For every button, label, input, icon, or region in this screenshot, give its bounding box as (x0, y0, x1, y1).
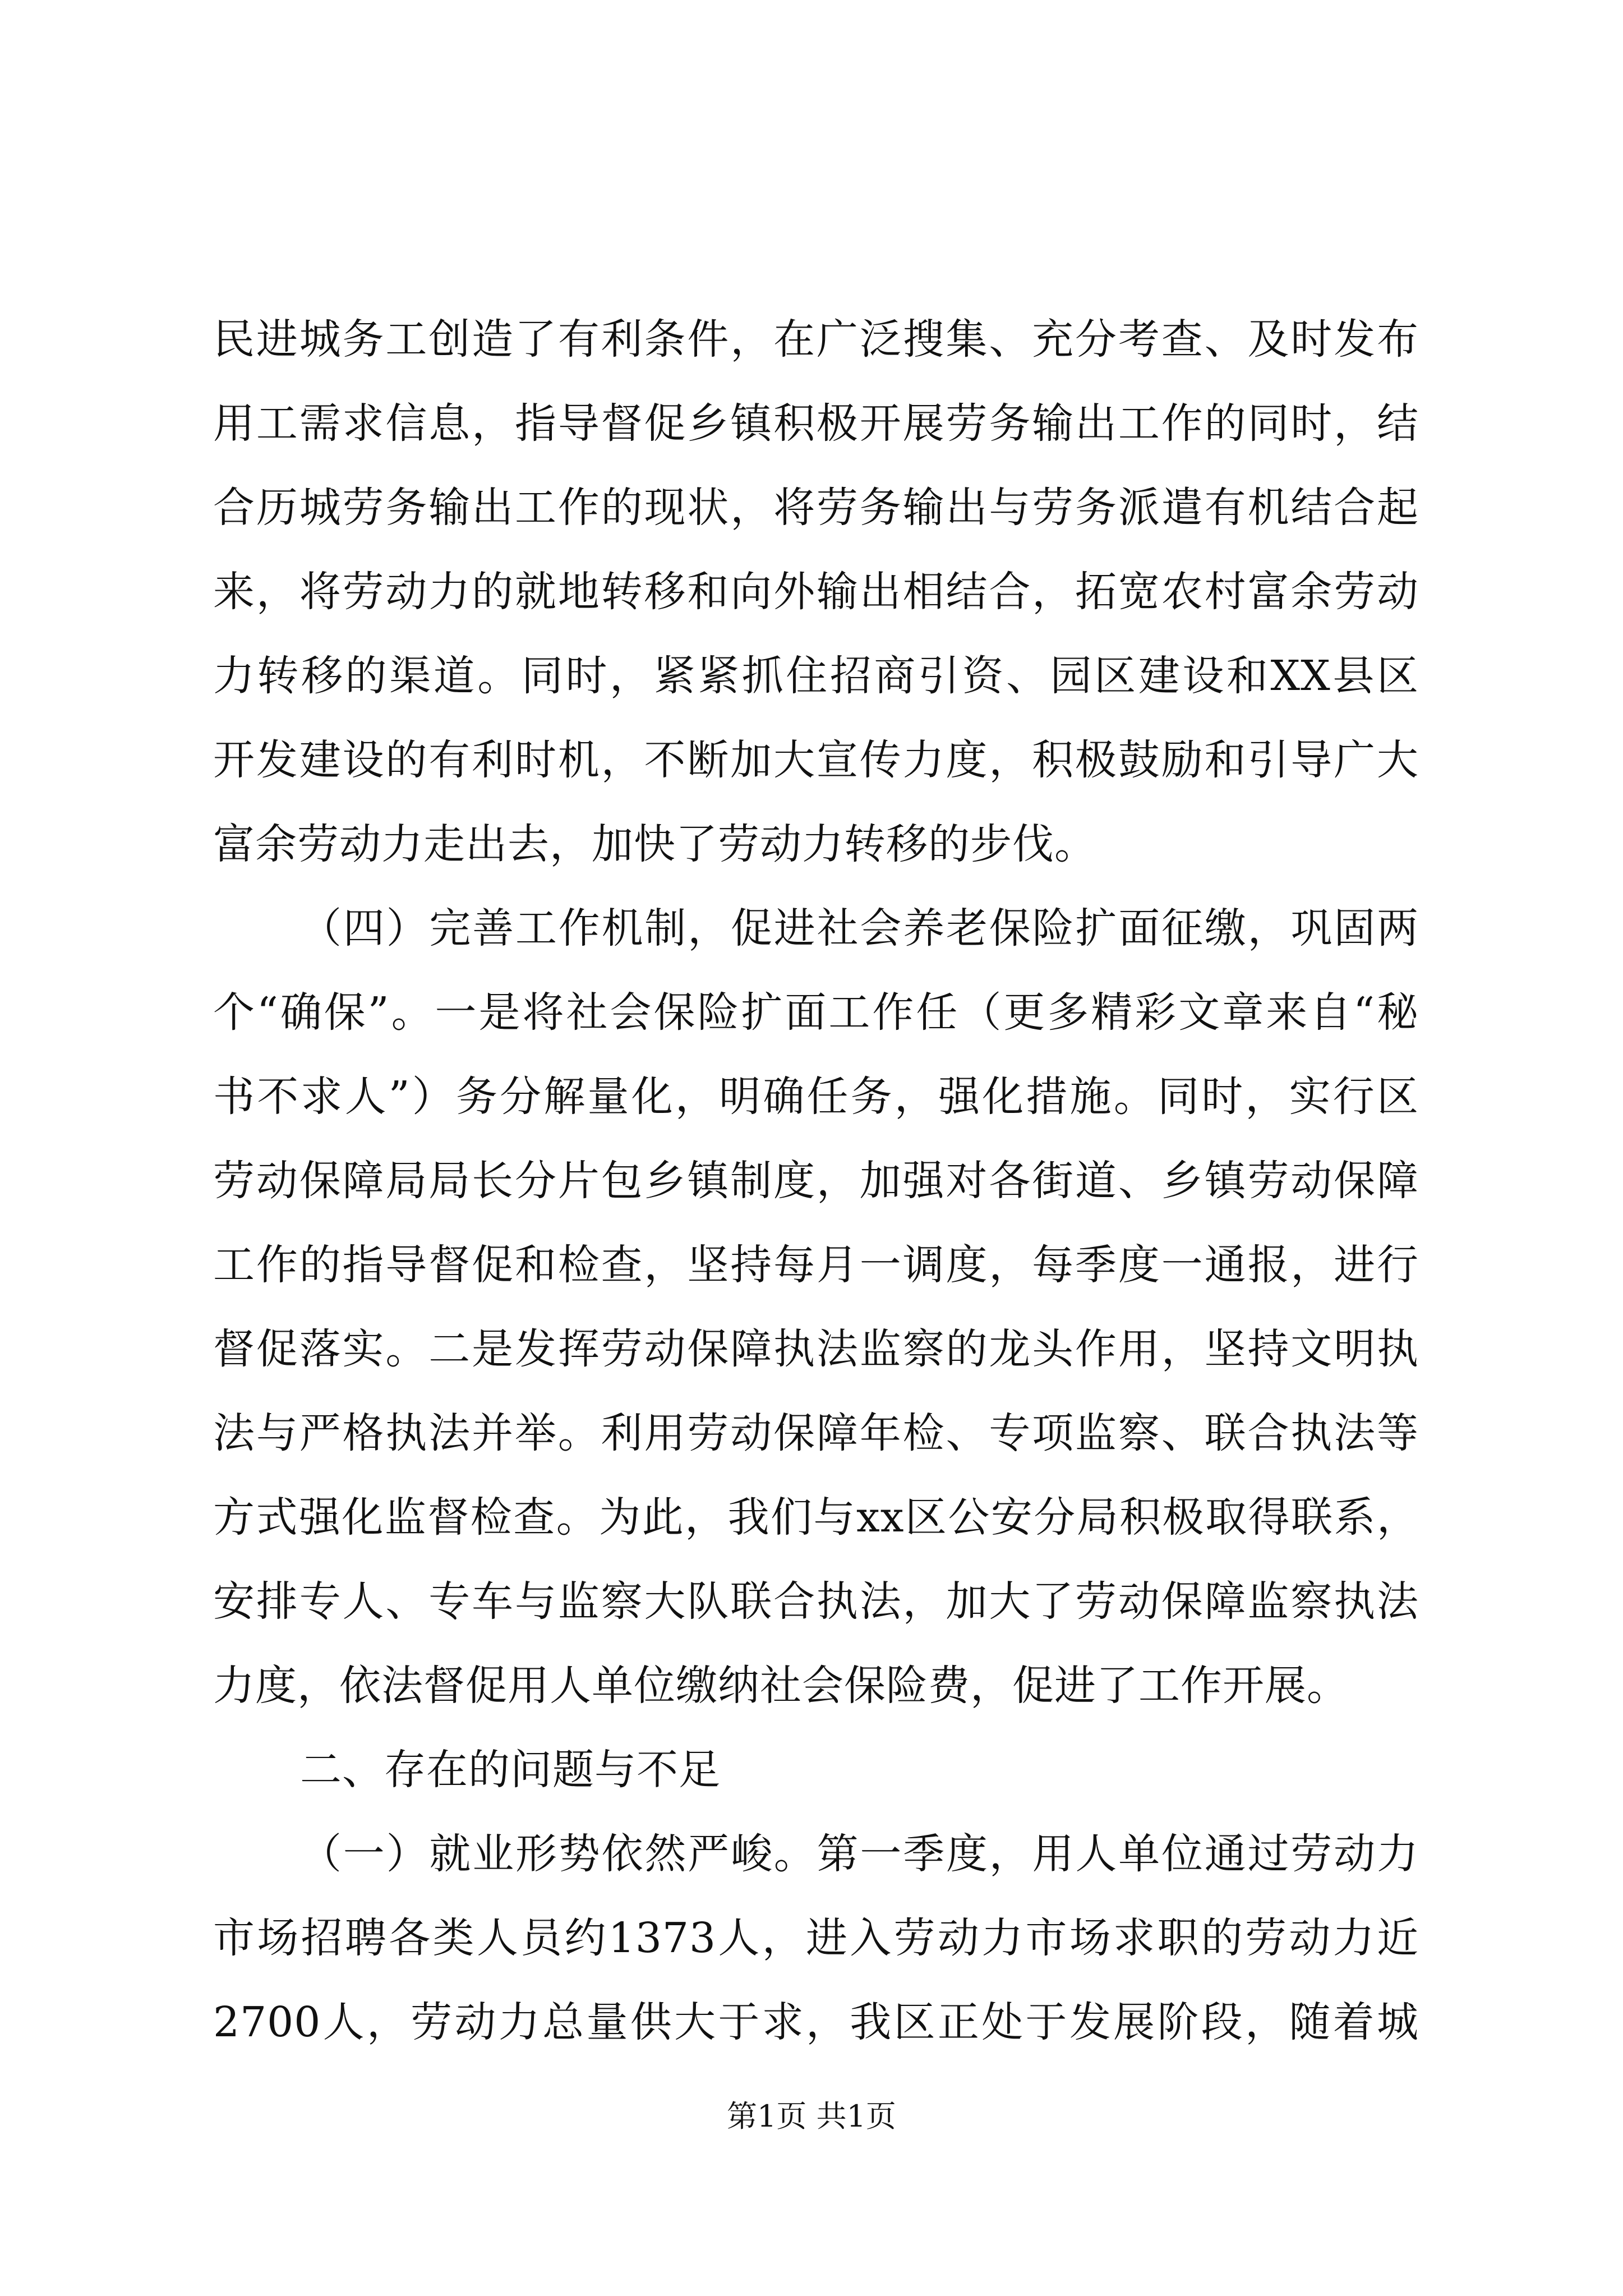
body-text-line: （四）完善工作机制，促进社会养老保险扩面征缴，巩固两 (300, 904, 1419, 953)
page-footer: 第1页 共1页 (727, 2099, 896, 2134)
body-text-line: 富余劳动力走出去，加快了劳动力转移的步伐。 (213, 820, 1096, 868)
body-text-line: 工作的指导督促和检查，坚持每月一调度，每季度一通报，进行 (213, 1241, 1419, 1289)
body-text-line: 合历城劳务输出工作的现状，将劳务输出与劳务派遣有机结合起 (213, 484, 1419, 532)
body-text-line: 来，将劳动力的就地转移和向外输出相结合，拓宽农村富余劳动 (213, 568, 1419, 616)
body-text-line: 2700人，劳动力总量供大于求，我区正处于发展阶段，随着城 (213, 1998, 1419, 2046)
body-text-line: 方式强化监督检查。为此，我们与xx区公安分局积极取得联系， (213, 1493, 1419, 1542)
body-text-line: 用工需求信息，指导督促乡镇积极开展劳务输出工作的同时，结 (213, 399, 1419, 448)
body-text-line: 督促落实。二是发挥劳动保障执法监察的龙头作用，坚持文明执 (213, 1325, 1419, 1373)
body-text-line: （一）就业形势依然严峻。第一季度，用人单位通过劳动力 (300, 1830, 1419, 1878)
body-text-line: 安排专人、专车与监察大队联合执法，加大了劳动保障监察执法 (213, 1577, 1419, 1626)
body-text-line: 劳动保障局局长分片包乡镇制度，加强对各街道、乡镇劳动保障 (213, 1157, 1419, 1205)
body-text-line: 力度，依法督促用人单位缴纳社会保险费，促进了工作开展。 (213, 1662, 1349, 1710)
body-text-line: 市场招聘各类人员约1373人，进入劳动力市场求职的劳动力近 (213, 1914, 1419, 1962)
body-text-line: 开发建设的有利时机，不断加大宣传力度，积极鼓励和引导广大 (213, 736, 1419, 784)
body-text-line: 力转移的渠道。同时，紧紧抓住招商引资、园区建设和XX县区 (213, 652, 1419, 700)
body-text-line: 个“确保”。一是将社会保险扩面工作任（更多精彩文章来自“秘 (213, 988, 1419, 1037)
section-heading: 二、存在的问题与不足 (300, 1746, 721, 1794)
body-text-line: 法与严格执法并举。利用劳动保障年检、专项监察、联合执法等 (213, 1409, 1419, 1457)
body-text-line: 民进城务工创造了有利条件，在广泛搜集、充分考查、及时发布 (213, 315, 1419, 364)
body-text-line: 书不求人”）务分解量化，明确任务，强化措施。同时，实行区 (213, 1073, 1419, 1121)
